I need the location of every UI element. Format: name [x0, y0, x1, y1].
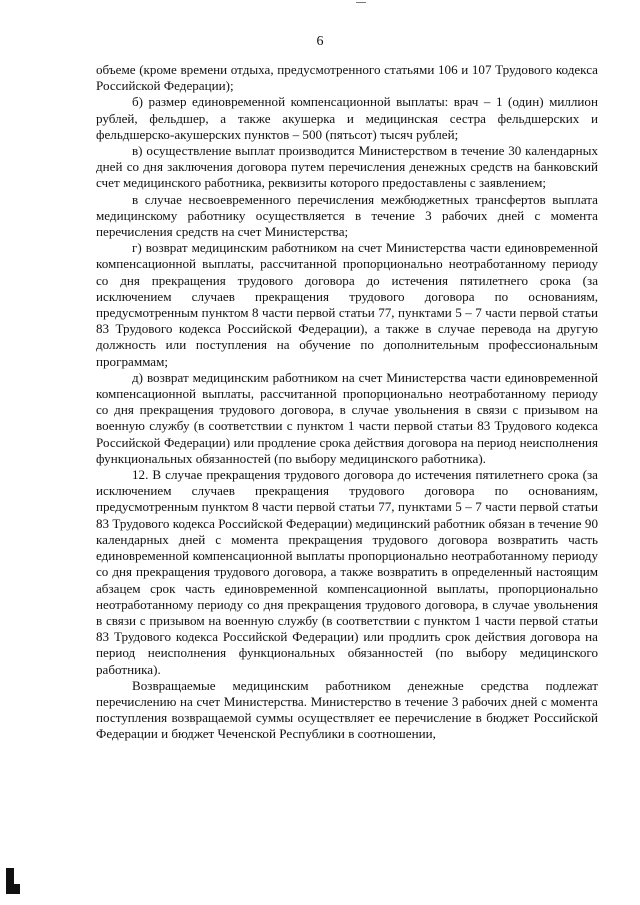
page-number: 6 [316, 34, 324, 49]
paragraph-v-payment-terms: в) осуществление выплат производится Министерством в течение 30 календарных дней со дня заключения договора путем перечисления денежных средств на банковский счет медицинского работника, реквизиты которого предоставлены с заявлением; [96, 143, 598, 191]
document-body [96, 62, 598, 743]
paragraph-returned-funds: Возвращаемые медицинским работником денежные средства подлежат перечислению на счет Министерства. Министерство в течение 3 рабочих дней с момента поступления возвращаемой суммы осуществляет ее перечисление в бюджет Российской Федерации и бюджет Чеченской Республики в соотношении, [96, 677, 598, 742]
scan-artifact-top [356, 2, 366, 3]
paragraph-12-termination: 12. В случае прекращения трудового договора до истечения пятилетнего срока (за исключением случаев прекращения трудового договора по основаниям, предусмотренным пунктом 8 части первой статьи 77, пунктами 5 – 7 части первой статьи 83 Трудового кодекса Российской Федерации) медицинский работник обязан в течение 90 календарных дней с момента прекращения трудового договора возвратить часть единовременной компенсационной выплаты пропорционально неотработанному периоду со дня прекращения трудового договора, а также возвратить в определенный настоящим абзацем срок часть единовременной компенсационной выплаты, пропорционально неотработанному периоду со дня прекращения трудового договора, в случае увольнения в связи с призывом на военную службу (в соответствии с пунктом 1 части первой статьи 83 Трудового кодекса Российской Федерации) или продлить срок действия договора на период неисполнения функциональных обязанностей (по выбору медицинского работника). [96, 467, 598, 677]
paragraph-continuation: объеме (кроме времени отдыха, предусмотренного статьями 106 и 107 Трудового кодекса Российской Федерации); [96, 62, 598, 94]
scan-artifact-mark-lower [6, 884, 20, 894]
paragraph-v-late-transfer: в случае несвоевременного перечисления межбюджетных трансфертов выплата медицинскому работнику осуществляется в течение 3 рабочих дней с момента перечисления средств на счет Министерства; [96, 191, 598, 240]
paragraph-b-compensation-amount: б) размер единовременной компенсационной выплаты: врач – 1 (один) миллион рублей, фельдшер, а также акушерка и медицинская сестра фельдшерских и фельдшерско-акушерских пунктов – 500 (пятьсот) тысяч рублей; [96, 94, 598, 142]
paragraph-g-refund: г) возврат медицинским работником на счет Министерства части единовременной компенсационной выплаты, рассчитанной пропорционально неотработанному периоду со дня прекращения трудового договора до истечения пятилетнего срока (за исключением случаев прекращения трудового договора по основаниям, предусмотренным пунктом 8 части первой статьи 77, пунктами 5 – 7 части первой статьи 83 Трудового кодекса Российской Федерации), а также в случае перевода на другую должность или поступления на обучение по дополнительным профессиональным программам; [96, 240, 598, 369]
paragraph-d-refund-military: д) возврат медицинским работником на счет Министерства части единовременной компенсационной выплаты, рассчитанной пропорционально неотработанному периоду со дня прекращения трудового договора, в случае увольнения в связи с призывом на военную службу (в соответствии с пунктом 1 части первой статьи 83 Трудового кодекса Российской Федерации) или продление срока действия договора на период неисполнения функциональных обязанностей (по выбору медицинского работника). [96, 369, 598, 466]
